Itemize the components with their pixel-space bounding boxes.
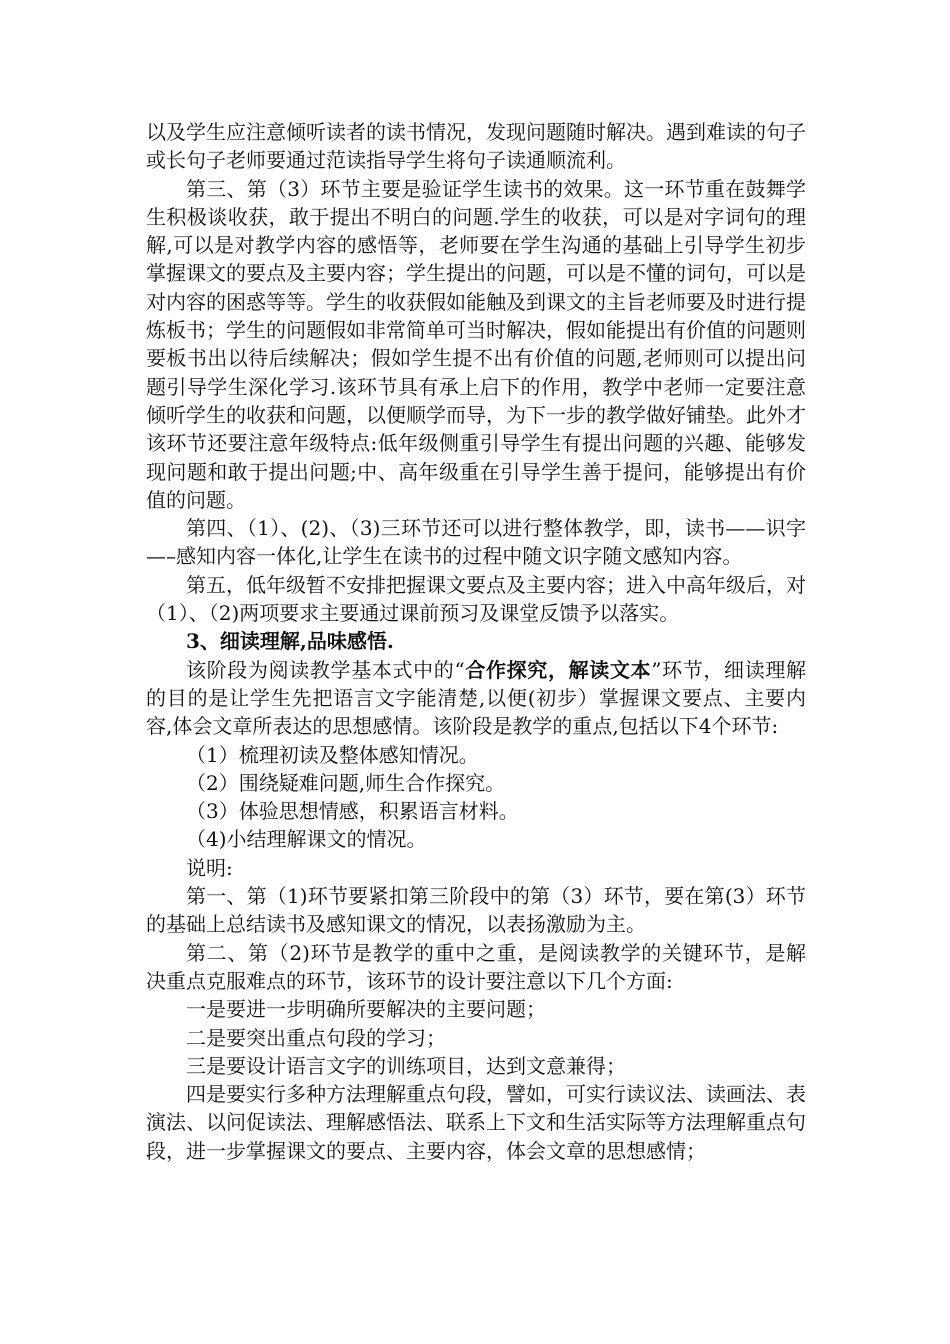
explain-label: 说明: bbox=[186, 855, 233, 880]
step-item: （2）围绕疑难问题,师生合作探究。 bbox=[186, 770, 506, 795]
paragraph-continued: 以及学生应注意倾听读者的读书情况，发现问题随时解决。遇到难读的句子或长句子老师要通过范读指导学生将句子读通顺流利。 bbox=[146, 120, 806, 173]
section-heading: 3、细读理解,品味感悟. bbox=[186, 629, 394, 654]
note-paragraph: 四是要实行多种方法理解重点句段，譬如，可实行读议法、读画法、表演法、以问促读法、理解感悟法、联系上下文和生活实际等方法理解重点句段，进一步掌握课文的要点、主要内容，体会文章的思想感情； bbox=[146, 1082, 806, 1163]
note-item: 二是要突出重点句段的学习； bbox=[186, 1025, 446, 1050]
document-body bbox=[146, 118, 806, 1165]
intro-emphasis: 合作探究，解读文本 bbox=[464, 657, 652, 682]
paragraph-third-step: 第三、第（3）环节主要是验证学生读书的效果。这一环节重在鼓舞学生积极谈收获，敢于提出不明白的问题.学生的收获，可以是对字词句的理解,可以是对教学内容的感悟等，老师要在学生沟通的基础上引导学生初步掌握课文的要点及主要内容；学生提出的问题，可以是不懂的词句，可以是对内容的困惑等等。学生的收获假如能触及到课文的主旨老师要及时进行提炼板书；学生的问题假如非常简单可当时解决，假如能提出有价值的问题则要板书出以待后续解决；假如学生提不出有价值的问题,老师则可以提出问题引导学生深化学习.该环节具有承上启下的作用，教学中老师一定要注意倾听学生的收获和问题，以便顺学而导，为下一步的教学做好铺垫。此外才该环节还要注意年级特点:低年级侧重引导学生有提出问题的兴趣、能够发现问题和敢于提出问题;中、高年级重在引导学生善于提问，能够提出有价值的问题。 bbox=[146, 176, 806, 512]
note-paragraph: 第二、第（2)环节是教学的重中之重，是阅读教学的关键环节，是解决重点克服难点的环节，该环节的设计要注意以下几个方面: bbox=[146, 940, 806, 993]
paragraph-fifth-point: 第五，低年级暂不安排把握课文要点及主要内容；进入中高年级后，对（1）、（2)两项要求主要通过课前预习及课堂反馈予以落实。 bbox=[146, 572, 806, 626]
note-item: 一是要进一步明确所要解决的主要问题； bbox=[186, 997, 546, 1022]
step-item: （4)小结理解课文的情况。 bbox=[186, 827, 427, 852]
note-paragraph: 第一、第（1)环节要紧扣第三阶段中的第（3）环节，要在第(3）环节的基础上总结读书及感知课文的情况，以表扬激励为主。 bbox=[146, 884, 806, 937]
intro-text-before: 该阶段为阅读教学基本式中的“ bbox=[186, 657, 465, 682]
note-item: 三是要设计语言文字的训练项目，达到文意兼得； bbox=[186, 1053, 626, 1078]
step-item: （3）体验思想情感，积累语言材料。 bbox=[186, 799, 519, 824]
paragraph-fourth-point: 第四、（1）、(2)、（3)三环节还可以进行整体教学，即，读书——识字—–感知内容一体化,让学生在读书的过程中随文识字随文感知内容。 bbox=[146, 516, 806, 569]
step-item: （1）梳理初读及整体感知情况。 bbox=[186, 742, 479, 767]
section-intro bbox=[146, 656, 806, 741]
intro-text-after: ”环节，细读理解的目的是让学生先把语言文字能清楚,以便(初步）掌握课文要点、主要内容,体会文章所表达的思想感情。该阶段是教学的重点,包括以下4个环节: bbox=[146, 657, 807, 739]
